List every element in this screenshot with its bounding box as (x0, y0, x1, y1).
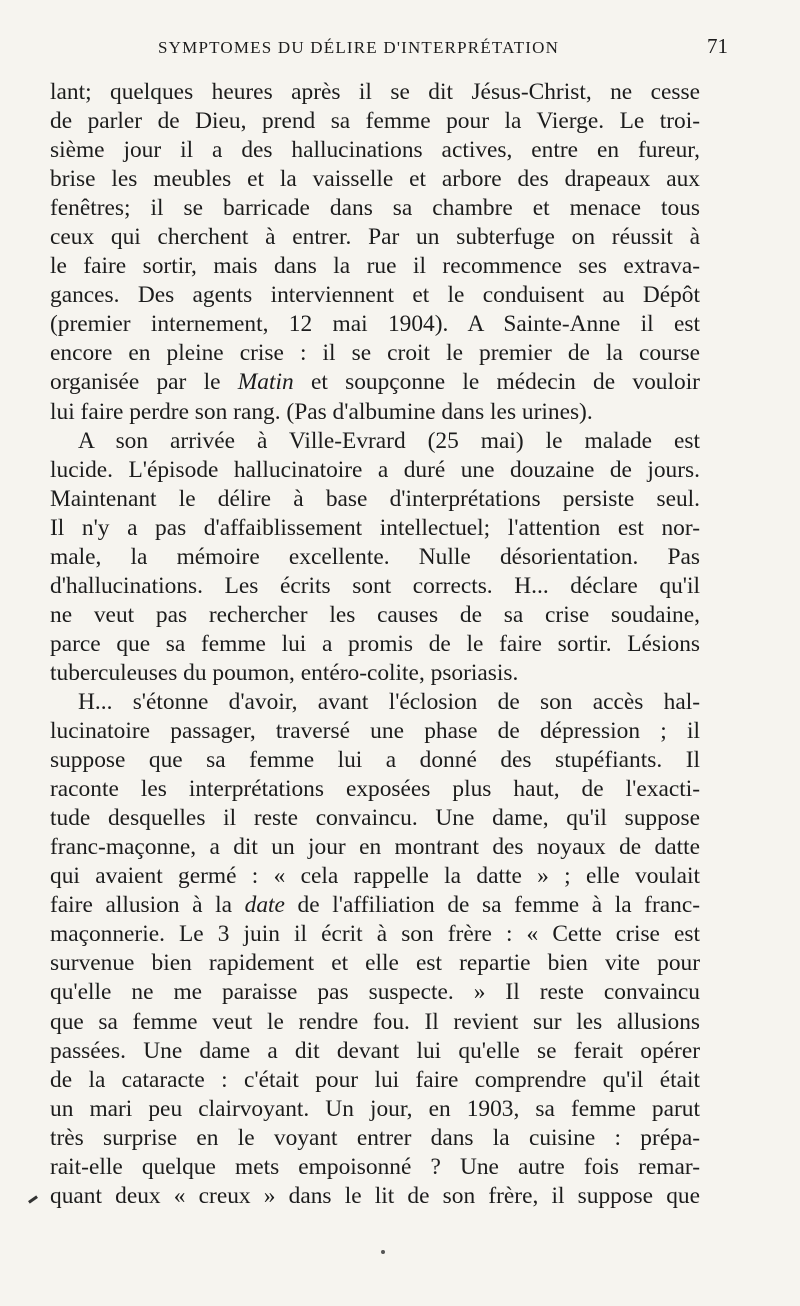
text-line (50, 891, 700, 920)
text-line: ceux qui cherchent à entrer. Par un subterfuge on réussit à (50, 224, 700, 251)
paragraph-first-line: A son arrivée à Ville-Evrard (25 mai) le malade est (78, 427, 700, 454)
text-line: (premier internement, 12 mai 1904). A Sainte-Anne il est (50, 311, 700, 338)
text-line: qui avaient germé : « cela rappelle la datte » ; elle voulait (50, 863, 700, 890)
text-line: tuberculeuses du poumon, entéro-colite, psoriasis. (50, 659, 519, 686)
text-line: rait-elle quelque mets empoisonné ? Une autre fois remar- (50, 1153, 700, 1180)
text-line (50, 368, 700, 397)
text-line: tude desquelles il reste convaincu. Une dame, qu'il suppose (50, 805, 700, 832)
text-line: qu'elle ne me paraisse pas suspecte. » Il reste convaincu (50, 979, 700, 1006)
text-line: un mari peu clairvoyant. Un jour, en 1903, sa femme parut (50, 1095, 700, 1122)
text-line: encore en pleine crise : il se croit le premier de la course (50, 340, 700, 367)
text-fragment: organisée par le (50, 369, 221, 396)
text-line: très surprise en le voyant entrer dans la cuisine : prépa- (50, 1124, 700, 1151)
text-line: suppose que sa femme lui a donné des stupéfiants. Il (50, 747, 700, 774)
text-line: parce que sa femme lui a promis de le faire sortir. Lésions (50, 630, 700, 657)
italic-title: Matin (237, 369, 294, 396)
running-title: SYMPTOMES DU DÉLIRE D'INTERPRÉTATION (158, 38, 560, 57)
text-fragment: et soupçonne le médecin de vouloir (310, 369, 700, 396)
text-line: lui faire perdre son rang. (Pas d'albumine dans les urines). (50, 398, 593, 425)
text-line: Il n'y a pas d'affaiblissement intellectuel; l'attention est nor- (50, 514, 700, 541)
text-line: de la cataracte : c'était pour lui faire comprendre qu'il était (50, 1066, 700, 1093)
italic-word: date (244, 892, 285, 919)
text-line: raconte les interprétations exposées plus haut, de l'exacti- (50, 776, 700, 803)
text-line: lucide. L'épisode hallucinatoire a duré une douzaine de jours. (50, 456, 700, 483)
text-line: maçonnerie. Le 3 juin il écrit à son frère : « Cette crise est (50, 921, 700, 948)
text-line: sième jour il a des hallucinations actives, entre en fureur, (50, 137, 700, 164)
text-line: fenêtres; il se barricade dans sa chambre et menace tous (50, 195, 700, 222)
margin-mark (28, 1195, 38, 1203)
text-line: lucinatoire passager, traversé une phase de dépression ; il (50, 718, 700, 745)
paragraph-first-line: H... s'étonne d'avoir, avant l'éclosion de son accès hal- (78, 688, 700, 715)
text-line: lant; quelques heures après il se dit Jésus-Christ, ne cesse (50, 79, 700, 105)
text-line: survenue bien rapidement et elle est repartie bien vite pour (50, 950, 700, 977)
text-line: Maintenant le délire à base d'interprétations persiste seul. (50, 485, 700, 512)
text-line: d'hallucinations. Les écrits sont corrects. H... déclare qu'il (50, 572, 700, 599)
text-fragment: faire allusion à la (50, 892, 233, 919)
text-line: male, la mémoire excellente. Nulle désorientation. Pas (50, 543, 700, 570)
text-line: franc-maçonne, a dit un jour en montrant des noyaux de datte (50, 834, 700, 861)
text-line: que sa femme veut le rendre fou. Il revient sur les allusions (50, 1008, 700, 1035)
body-text (50, 78, 700, 1211)
text-line: de parler de Dieu, prend sa femme pour la Vierge. Le troi- (50, 108, 700, 135)
text-fragment: de l'affiliation de sa femme à la franc- (297, 892, 701, 919)
text-line: gances. Des agents interviennent et le conduisent au Dépôt (50, 282, 700, 309)
page-number: 71 (707, 34, 728, 58)
running-header (50, 36, 728, 68)
text-line: le faire sortir, mais dans la rue il recommence ses extrava- (50, 253, 700, 280)
text-line: ne veut pas rechercher les causes de sa crise soudaine, (50, 601, 700, 628)
text-line: quant deux « creux » dans le lit de son frère, il suppose que (50, 1182, 700, 1209)
ink-dot (381, 1250, 385, 1254)
text-line: brise les meubles et la vaisselle et arbore des drapeaux aux (50, 166, 700, 193)
text-line: passées. Une dame a dit devant lui qu'elle se ferait opérer (50, 1037, 700, 1064)
